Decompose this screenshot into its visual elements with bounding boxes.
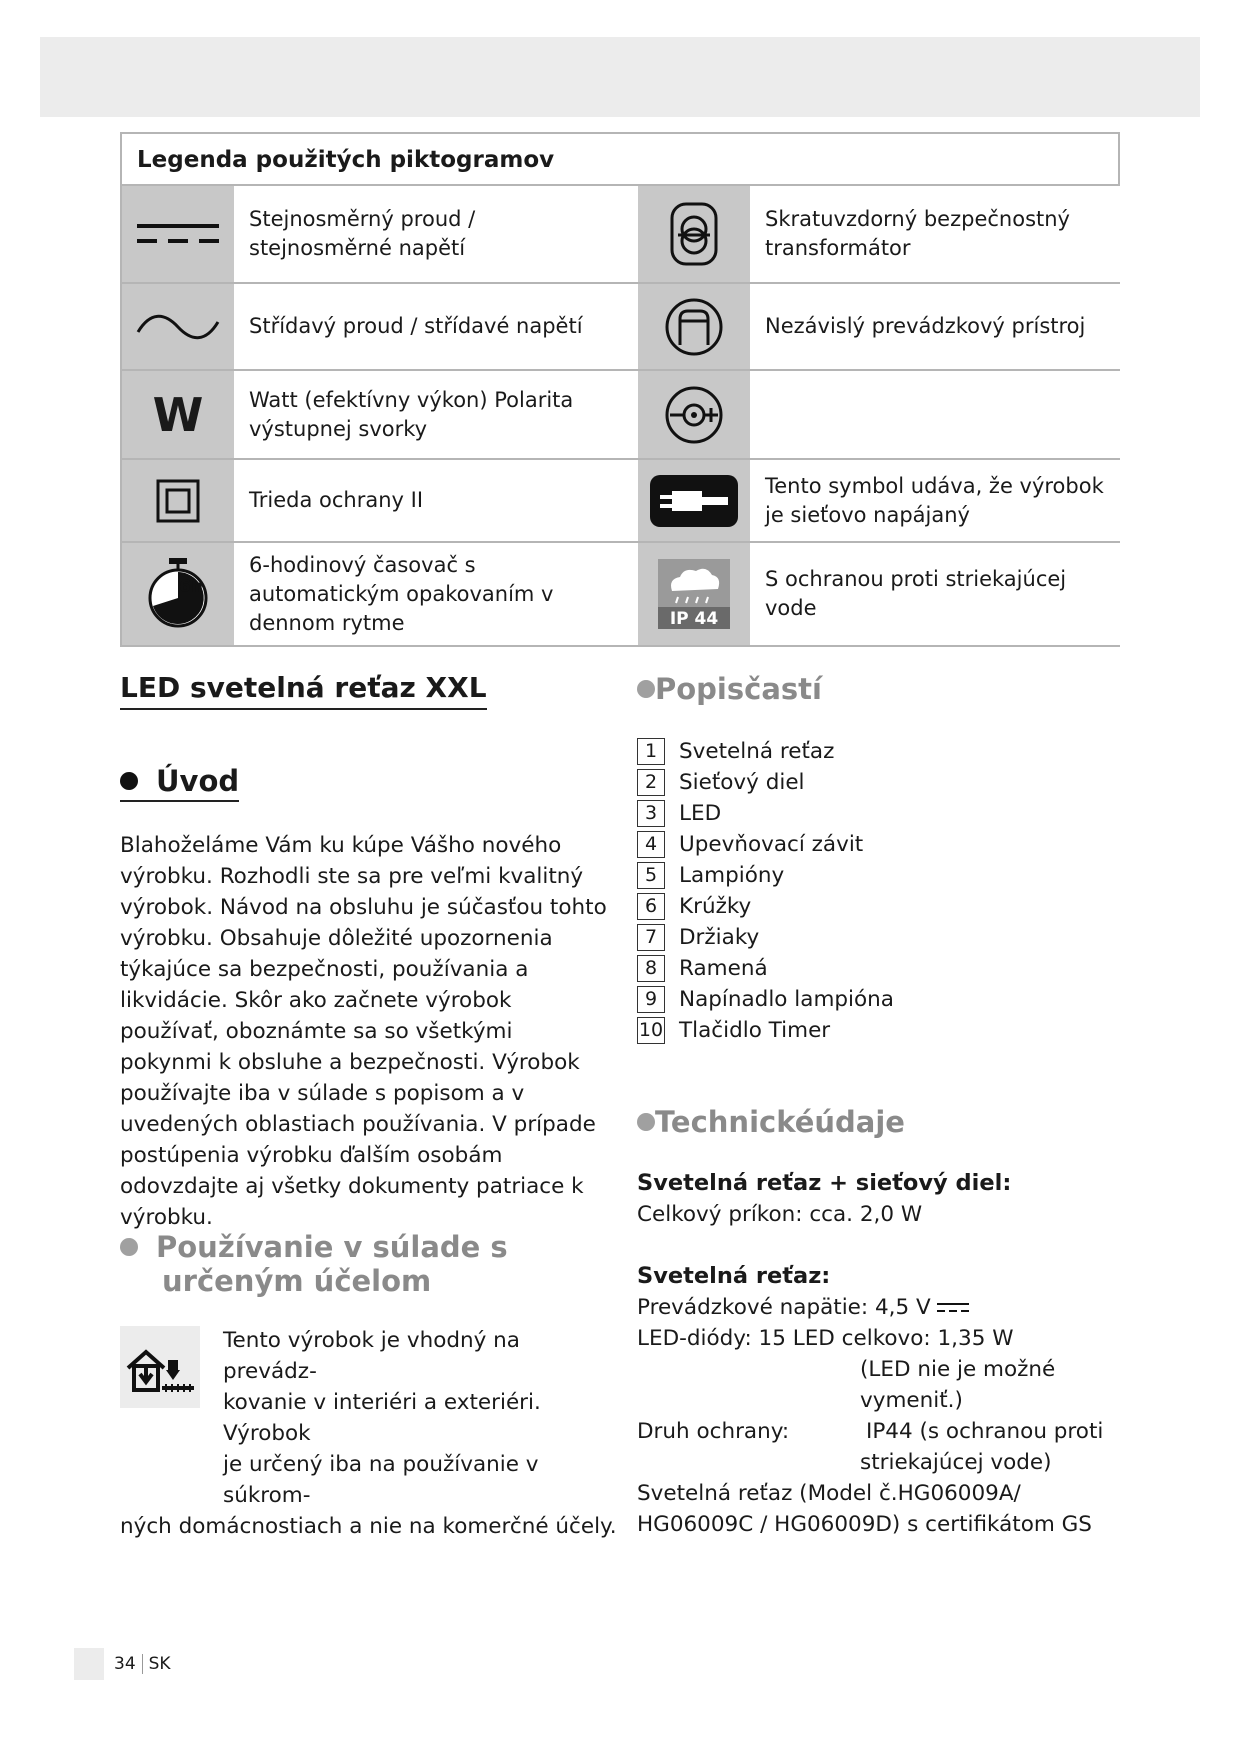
tech-group-title: Svetelná reťaz: [637, 1263, 831, 1289]
legend-text: Trieda ochrany II [234, 460, 638, 541]
language-code: SK [148, 1654, 171, 1674]
ip44-label: IP 44 [669, 609, 719, 629]
list-item [637, 953, 894, 984]
page-number: 34 [114, 1654, 143, 1674]
legend-text: Watt (efektívny výkon) Polarita výstupnej svorky [234, 371, 638, 458]
intro-text: Blahoželáme Vám ku kúpe Vášho nového výrobku. Rozhodli ste sa pre veľmi kvalitný výrobok. Návod na obsluhu je súčasťou tohto výrobku. Obsahuje dôležité upozornenia týkajúce sa bezpečnosti, používania a likvidácie. Skôr ako začnete výrobok používať, oboznámte sa so všetkými pokynmi k obsluhe a bezpečnosti. Výrobok používajte iba v súlade s popisom a v uvedených oblastiach používania. V prípade postúpenia výrobku ďalším osobám odovzdajte aj všetky dokumenty patriace k výrobku. [120, 833, 607, 1230]
tech-led: LED-diódy: 15 LED celkovo: 1,35 W [637, 1326, 1014, 1351]
short-circuit-transformer-icon [638, 186, 750, 282]
legend-row [122, 371, 1118, 460]
legend-row [122, 543, 1118, 645]
tech-protection-label: Druh ochrany: [637, 1419, 790, 1444]
legend-text: Skratuvzdorný bezpečnostný transformátor [750, 186, 1120, 282]
usage-text-line: je určený iba na používanie v súkrom- [223, 1452, 539, 1508]
part-number: 2 [637, 769, 665, 796]
tech-led-note: (LED nie je možné vymeniť.) [860, 1357, 1056, 1413]
independent-device-icon [638, 284, 750, 369]
tech-power: Celkový príkon: cca. 2,0 W [637, 1202, 923, 1227]
usage-text-line: kovanie v interiéri a exteriéri. Výrobok [223, 1390, 541, 1446]
part-number: 7 [637, 924, 665, 951]
part-label: Krúžky [679, 894, 752, 919]
tech-model: Svetelná reťaz (Model č.HG06009A/ [637, 1481, 1021, 1506]
legend-text: 6-hodinový časovač s automatickým opakovaním v dennom rytme [234, 543, 638, 645]
section-usage-heading [120, 1230, 508, 1298]
ip44-icon [638, 543, 750, 645]
section-tech-heading [637, 1105, 905, 1139]
part-label: Tlačidlo Timer [679, 1018, 831, 1043]
ac-icon [122, 284, 234, 369]
usage-text [120, 1325, 620, 1542]
part-number: 5 [637, 862, 665, 889]
protection-class-icon [122, 460, 234, 541]
header-bar [40, 37, 1200, 117]
part-label: Držiaky [679, 925, 760, 950]
legend-text [750, 371, 1120, 458]
legend-text: S ochranou proti striekajúcej vode [750, 543, 1120, 645]
watt-icon [122, 371, 234, 458]
list-item [637, 1015, 894, 1046]
part-label: LED [679, 801, 722, 826]
tech-group-title: Svetelná reťaz + sieťový diel: [637, 1170, 1012, 1196]
part-number: 6 [637, 893, 665, 920]
list-item [637, 891, 894, 922]
part-number: 10 [637, 1017, 665, 1044]
usage-heading-line2: určeným účelom [162, 1264, 432, 1298]
legend-row [122, 460, 1118, 543]
list-item [637, 798, 894, 829]
part-number: 3 [637, 800, 665, 827]
part-number: 4 [637, 831, 665, 858]
legend-text: Nezávislý prevádzkový prístroj [750, 284, 1120, 369]
usage-heading-line1: Používanie v súlade s [156, 1230, 508, 1264]
footer-box [74, 1648, 104, 1680]
part-label: Upevňovací závit [679, 832, 864, 857]
tech-specs [637, 1168, 1137, 1540]
usage-text-line: ných domácnostiach a nie na komerčné účely. [120, 1514, 617, 1539]
parts-list [637, 736, 894, 1046]
list-item [637, 984, 894, 1015]
legend-text: Střídavý proud / střídavé napětí [234, 284, 638, 369]
tech-voltage: Prevádzkové napätie: 4,5 V [637, 1295, 931, 1320]
part-label: Ramená [679, 956, 768, 981]
section-parts-heading [637, 672, 822, 706]
part-number: 8 [637, 955, 665, 982]
section-tech-heading-text: Technickéúdaje [655, 1105, 905, 1139]
section-intro-heading-text: Úvod [156, 764, 240, 798]
timer-label: 6h [179, 577, 203, 597]
list-item [637, 860, 894, 891]
part-label: Svetelná reťaz [679, 739, 835, 764]
section-intro-heading [120, 764, 239, 802]
main-title: LED svetelná reťaz XXL [120, 670, 487, 710]
legend-title: Legenda použitých piktogramov [122, 134, 1118, 186]
timer-icon [122, 543, 234, 645]
part-label: Lampióny [679, 863, 785, 888]
page-footer [74, 1648, 171, 1680]
bullet-icon [637, 1113, 655, 1131]
list-item [637, 922, 894, 953]
tech-voltage-row [637, 1292, 1137, 1323]
polarity-icon [638, 371, 750, 458]
part-number: 9 [637, 986, 665, 1013]
part-number: 1 [637, 738, 665, 765]
legend-row [122, 284, 1118, 371]
dc-icon [122, 186, 234, 282]
part-label: Sieťový diel [679, 770, 805, 795]
mains-plug-icon [638, 460, 750, 541]
section-parts-heading-text: Popisčastí [655, 672, 822, 706]
bullet-icon [120, 772, 138, 790]
legend-row [122, 186, 1118, 284]
list-item [637, 736, 894, 767]
part-label: Napínadlo lampióna [679, 987, 894, 1012]
bullet-icon [120, 1238, 138, 1256]
usage-text-line: Tento výrobok je vhodný na prevádz- [223, 1328, 520, 1384]
dc-icon [937, 1302, 969, 1314]
legend-text: Stejnosměrný proud / stejnosměrné napětí [234, 186, 638, 282]
list-item [637, 829, 894, 860]
list-item [637, 767, 894, 798]
tech-protection-row [637, 1416, 1137, 1447]
watt-symbol: W [152, 387, 204, 442]
tech-protection-value: IP44 (s ochranou proti [866, 1419, 1104, 1444]
bullet-icon [637, 680, 655, 698]
tech-model: HG06009C / HG06009D) s certifikátom GS [637, 1512, 1092, 1537]
tech-protection-value2: striekajúcej vode) [860, 1450, 1052, 1475]
pictogram-legend-table [120, 132, 1120, 647]
legend-text: Tento symbol udáva, že výrobok je sieťovo napájaný [750, 460, 1120, 541]
